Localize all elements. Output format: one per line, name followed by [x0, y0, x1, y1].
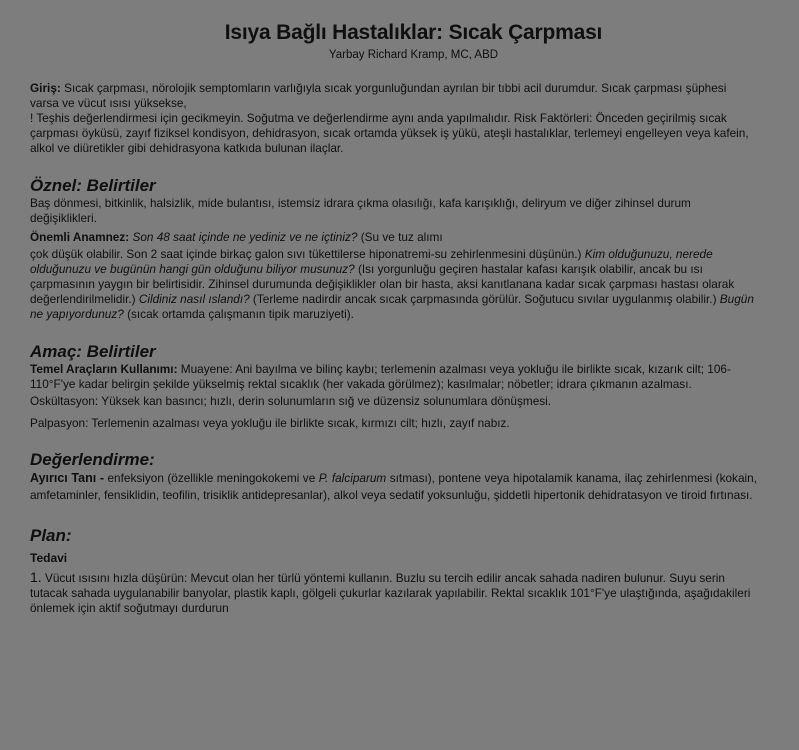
- tools-paragraph: [30, 362, 757, 392]
- history-question-3: Cildiniz nasıl ıslandı?: [135, 292, 250, 306]
- ddx-label: Ayırıcı Tanı -: [30, 471, 105, 485]
- tools-label: Temel Araçların Kullanımı:: [30, 362, 178, 376]
- history-answer-3: (Terleme nadirdir ancak sıcak çarpmasında görülür. Soğutucu sıvılar uygulanmış olabilir.): [249, 292, 717, 306]
- ddx-text-1: enfeksiyon (özellikle meningokokemi ve: [104, 471, 319, 485]
- step-number: 1.: [30, 569, 42, 585]
- intro-section: [30, 81, 757, 156]
- plan-section: [30, 526, 757, 616]
- objective-section: [30, 342, 757, 431]
- step-text: Vücut ısısını hızla düşürün: Mevcut olan her türlü yöntemi kullanın. Buzlu su tercih edilir ancak sahada nadiren bulunur. Suyu serin tutacak sahada uygulanabilir banyolar, plastik kaplı, gölgeli çukurlar kazılarak yapılabilir. Rektal sıcaklık 101°F'ye ulaştığında, aşağıdakileri önlemek için aktif soğutmayı durdurun: [30, 571, 751, 615]
- subjective-heading: Öznel: Belirtiler: [30, 176, 156, 195]
- history-answer-2: (Isı yorgunluğu geçiren hastalar kafası karışık olabilir, ancak bu ısı çarpmasının yaygın bir belirtisidir. Zihinsel durumunda değişiklikler olan bir hasta, aksi kanıtlanana kadar sıcak çarpması hastası olarak değerlendirilmelidir.): [30, 262, 735, 306]
- tools-text: Muayene: Ani bayılma ve bilinç kaybı; terlemenin azalması veya yokluğu ile birlikte sıcak, kızarık cilt; 106-110°F'ye kadar belirgin şekilde yükselmiş rektal sıcaklık (her vakada görülmez); kasılmalar; nöbetler; idrara çıkmanın azalması.: [30, 362, 731, 391]
- page-title: Isıya Bağlı Hastalıklar: Sıcak Çarpması: [224, 21, 603, 44]
- ddx-text-2: sıtması), pontene veya hipotalamik kanama, ilaç zehirlenmesi (kokain, amfetaminler, fensiklidin, teofilin, trisiklik antidepresanlar), alkol veya sedatif yoksunluğu, şiddetli hipertonik dehidratasyon ve tiroid fırtınası.: [30, 471, 757, 502]
- history-paragraph-2: [30, 247, 757, 322]
- symptoms-paragraph: Baş dönmesi, bitkinlik, halsizlik, mide bulantısı, istemsiz idrara çıkma olasılığı, kafa karışıklığı, deliryum ve diğer zihinsel durum değişiklikleri.: [30, 196, 691, 225]
- palpation-paragraph: Palpasyon: Terlemenin azalması veya yokluğu ile birlikte sıcak, kırmızı cilt; hızlı, zayıf nabız.: [30, 416, 510, 430]
- history-paragraph: [30, 230, 757, 245]
- assessment-section: [30, 450, 757, 504]
- subjective-section: [30, 176, 757, 322]
- ddx-italic: P. falciparum: [318, 471, 387, 485]
- intro-paragraph: [30, 81, 757, 111]
- history-answer-4: (sıcak ortamda çalışmanın tipik maruziyeti).: [123, 307, 354, 321]
- history-answer-1: (Su ve tuz alımı: [357, 230, 443, 244]
- treatment-label: Tedavi: [30, 551, 68, 565]
- assessment-heading: Değerlendirme:: [30, 450, 155, 469]
- history-question-2: Kim olduğunuzu, nerede olduğunuzu ve bugünün hangi gün olduğunu biliyor musunuz?: [30, 247, 713, 276]
- intro-text-2: ! Teşhis değerlendirmesi için gecikmeyin. Soğutma ve değerlendirme aynı anda yapılmalıdır. Risk Faktörleri: Önceden geçirilmiş sıcak çarpması öyküsü, zayıf fiziksel kondisyon, dehidrasyon, sıcak ortamda yüksek iş yükü, ateşli hastalıklar, terlemeyi engelleyen veya kafein, alkol ve diüretikler gibi dehidrasyona katkıda bulunan ilaçlar.: [30, 111, 749, 155]
- intro-label: Giriş:: [30, 81, 61, 95]
- intro-paragraph-2: [30, 111, 757, 156]
- author-line: Yarbay Richard Kramp, MC, ABD: [328, 49, 499, 61]
- treatment-step-1: [30, 570, 757, 616]
- history-answer-1b: çok düşük olabilir. Son 2 saat içinde birkaç galon sıvı tükettilerse hiponatremi-su zehirlenmesini düşünün.): [30, 247, 582, 261]
- auscultation-paragraph: Oskültasyon: Yüksek kan basıncı; hızlı, derin solunumların sığ ve düzensiz solunumlara dönüşmesi.: [30, 394, 552, 408]
- plan-heading: Plan:: [30, 526, 72, 545]
- intro-text-1: Sıcak çarpması, nörolojik semptomların varlığıyla sıcak yorgunluğundan ayrılan bir tıbbi acil durumdur. Sıcak çarpması şüphesi varsa ve vücut ısısı yüksekse,: [30, 81, 727, 110]
- history-label: Önemli Anamnez:: [30, 230, 130, 244]
- history-question-1: Son 48 saat içinde ne yediniz ve ne içtiniz?: [129, 230, 358, 244]
- objective-heading: Amaç: Belirtiler: [30, 342, 156, 361]
- differential-diagnosis-paragraph: [30, 470, 757, 504]
- history-question-4: Bugün ne yapıyordunuz?: [30, 292, 754, 321]
